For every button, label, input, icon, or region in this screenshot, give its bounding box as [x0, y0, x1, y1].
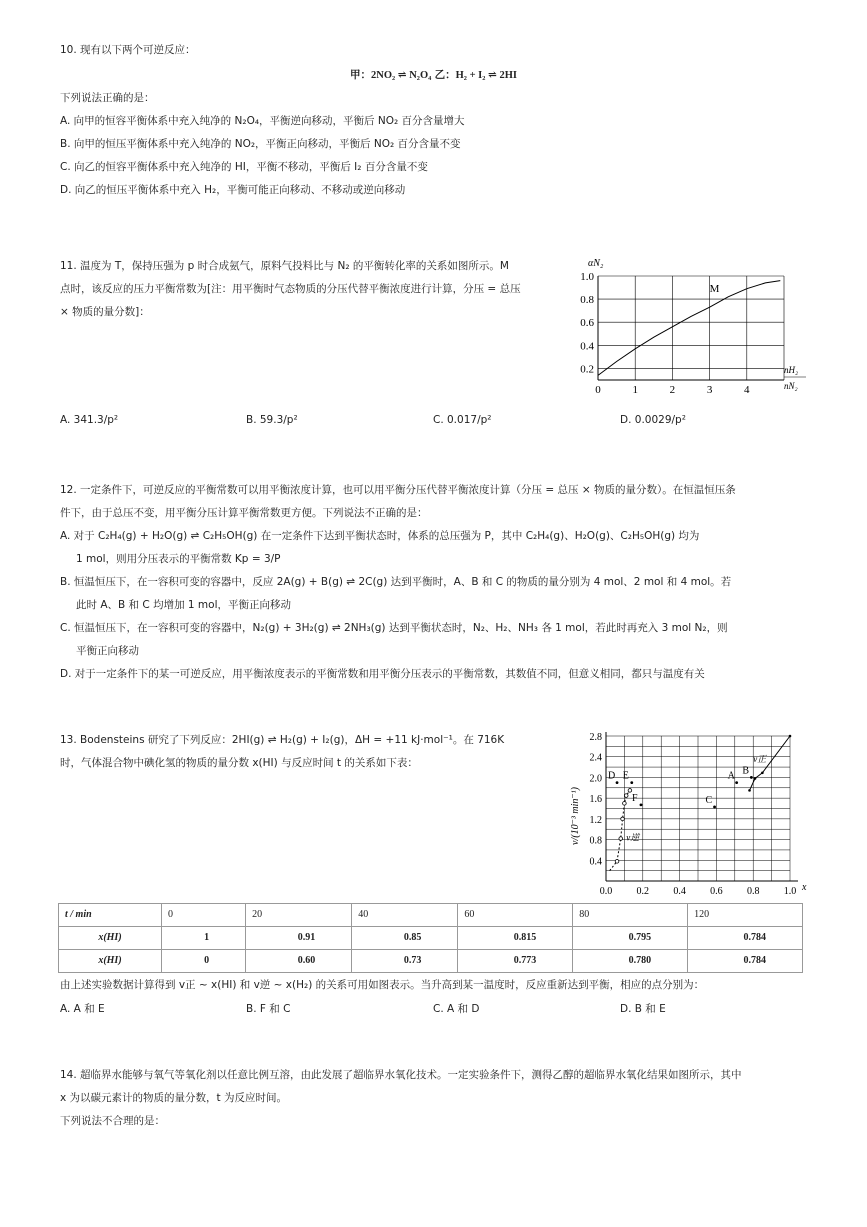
table-cell: 0.773 [458, 950, 573, 973]
v-reverse-point [623, 802, 627, 806]
table-cell: 0.784 [688, 927, 803, 950]
table-row [59, 950, 803, 973]
table-header-cell: 60 [458, 904, 573, 927]
q12-option-d[interactable]: D. 对于一定条件下的某一可逆反应，用平衡浓度表示的平衡常数和用平衡分压表示的平衡常数，其数值不同，但意义相同，都只与温度有关 [60, 668, 705, 680]
x-tick-label: 3 [706, 384, 713, 396]
q11-stem-line3: × 物质的量分数]： [60, 306, 150, 318]
v-reverse-point [624, 794, 628, 798]
q10-option-a[interactable]: A. 向甲的恒容平衡体系中充入纯净的 N₂O₄，平衡逆向移动，平衡后 NO₂ 百分含量增大 [60, 115, 465, 127]
table-row [59, 904, 803, 927]
y-tick-label: 0.8 [589, 835, 602, 847]
y-tick-label: 0.2 [580, 363, 594, 376]
q10-option-d[interactable]: D. 向乙的恒压平衡体系中充入 H₂，平衡可能正向移动、不移动或逆向移动 [60, 184, 406, 196]
q13-option-a[interactable]: A. A 和 E [60, 1003, 105, 1015]
q11-chart [562, 252, 812, 402]
y-tick-label: 1.0 [580, 271, 594, 283]
table-header-cell: 120 [688, 904, 803, 927]
q13-data-table [58, 903, 803, 973]
q13-stem-line2: 时，气体混合物中碘化氢的物质的量分数 x(HI) 与反应时间 t 的关系如下表： [60, 757, 418, 769]
q14-stem-line2: x 为以碳元素计的物质的量分数，t 为反应时间。 [60, 1092, 288, 1104]
v-forward-point [761, 771, 764, 774]
table-header-t: t / min [59, 904, 162, 927]
q10-reaction-yi: 乙：H₂ + I₂ ⇌ 2HI [434, 70, 517, 81]
q12-option-a-line2[interactable]: 1 mol，则用分压表示的平衡常数 Kp = 3/P [76, 553, 281, 565]
point-label: B [742, 765, 750, 777]
x-tick-label: 0.4 [673, 886, 686, 897]
q12-option-c-line2[interactable]: 平衡正向移动 [76, 645, 139, 657]
table-cell: 0.795 [573, 927, 688, 950]
q13-v-reverse-line [610, 790, 630, 870]
q12-option-b-line1[interactable]: B. 恒温恒压下，在一容积可变的容器中，反应 2A(g) + B(g) ⇌ 2C(g) 达到平衡时，A、B 和 C 的物质的量分别为 4 mol、2 mol 和 4 mol。若 [60, 576, 732, 588]
x-tick-label: 0.2 [636, 886, 650, 897]
q10-option-c[interactable]: C. 向乙的恒容平衡体系中充入纯净的 HI，平衡不移动，平衡后 I₂ 百分含量不变 [60, 161, 428, 173]
v-forward-point [754, 777, 757, 780]
v-forward-point [789, 735, 792, 738]
v-reverse-point [619, 837, 623, 841]
q11-option-c[interactable]: C. 0.017/p² [433, 414, 492, 426]
table-cell: 0.85 [352, 927, 458, 950]
q10-stem: 10. 现有以下两个可逆反应： [60, 44, 196, 56]
y-tick-label: 0.4 [580, 340, 594, 353]
y-tick-label: 2.8 [589, 732, 602, 743]
q10-reaction-jia: 甲：2NO₂ ⇌ N₂O₄ [350, 70, 432, 81]
table-cell: 1 [162, 927, 246, 950]
q13-option-d[interactable]: D. B 和 E [620, 1003, 666, 1015]
labeled-point [616, 781, 619, 784]
v-reverse-point [628, 789, 632, 793]
x-tick-label: 2 [669, 384, 676, 396]
q11-option-d[interactable]: D. 0.0029/p² [620, 414, 686, 426]
table-cell: 0.91 [246, 927, 352, 950]
q10-prompt: 下列说法正确的是： [60, 92, 155, 104]
q11-option-b[interactable]: B. 59.3/p² [246, 414, 298, 426]
labeled-point [750, 776, 753, 779]
q11-option-a[interactable]: A. 341.3/p² [60, 414, 119, 426]
table-cell: 0.815 [458, 927, 573, 950]
q13-v-forward-label: v正 [753, 753, 767, 764]
y-tick-label: 0.4 [589, 856, 602, 868]
q14-stem-line1: 14. 超临界水能够与氧气等氧化剂以任意比例互溶，由此发展了超临界水氧化技术。一定实验条件下，测得乙醇的超临界水氧化结果如图所示，其中 [60, 1069, 742, 1081]
labeled-point [713, 806, 716, 809]
v-reverse-point [615, 860, 619, 864]
labeled-point [640, 803, 643, 806]
q12-option-b-line2[interactable]: 此时 A、B 和 C 均增加 1 mol，平衡正向移动 [76, 599, 291, 611]
y-tick-label: 1.2 [589, 814, 602, 826]
table-header-cell: 20 [246, 904, 352, 927]
y-tick-label: 2.0 [589, 773, 602, 785]
q12-option-c-line1[interactable]: C. 恒温恒压下，在一容积可变的容器中，N₂(g) + 3H₂(g) ⇌ 2NH₃(g) 达到平衡状态时，N₂、H₂、NH₃ 各 1 mol，若此时再充入 3 mol N₂，则 [60, 622, 728, 634]
q11-xlabel-num: nH₂ [784, 365, 799, 375]
labeled-point [630, 781, 633, 784]
q11-ylabel: αN₂ [588, 258, 604, 269]
q13-stem-line1: 13. Bodensteins 研究了下列反应：2HI(g) ⇌ H₂(g) + I₂(g)，ΔH = +11 kJ·mol⁻¹。在 716K [60, 734, 505, 746]
x-tick-label: 1.0 [783, 886, 797, 897]
table-cell: 0.73 [352, 950, 458, 973]
x-tick-label: 0 [595, 384, 601, 396]
q11-xlabel-den: nN₂ [784, 381, 798, 391]
point-label: D [608, 770, 616, 782]
q10-option-b[interactable]: B. 向甲的恒压平衡体系中充入纯净的 NO₂，平衡正向移动，平衡后 NO₂ 百分含量不变 [60, 138, 461, 150]
q13-v-reverse-label: v逆 [626, 832, 640, 843]
labeled-point [735, 781, 738, 784]
q12-stem-line1: 12. 一定条件下，可逆反应的平衡常数可以用平衡浓度计算，也可以用平衡分压代替平衡浓度计算（分压 = 总压 × 物质的量分数）。在恒温恒压条 [60, 484, 736, 496]
q11-point-label: M [709, 283, 720, 296]
q11-curve [598, 281, 780, 376]
q12-option-a-line1[interactable]: A. 对于 C₂H₄(g) + H₂O(g) ⇌ C₂H₅OH(g) 在一定条件下达到平衡状态时，体系的总压强为 P，其中 C₂H₄(g)、H₂O(g)、C₂H₅OH(g) 均为 [60, 530, 700, 542]
q13-option-c[interactable]: C. A 和 D [433, 1003, 480, 1015]
q13-ylabel: v/(10⁻³ min⁻¹) [570, 787, 581, 845]
point-label: E [622, 770, 629, 782]
point-label: F [631, 792, 638, 804]
table-cell: 0 [162, 950, 246, 973]
v-reverse-point [621, 817, 625, 821]
x-tick-label: 4 [744, 384, 750, 396]
table-header-cell: 40 [352, 904, 458, 927]
table-header-cell: 80 [573, 904, 688, 927]
y-tick-label: 0.8 [580, 294, 594, 307]
table-row [59, 927, 803, 950]
q12-stem-line2: 件下，由于总压不变，用平衡分压计算平衡常数更方便。下列说法不正确的是： [60, 507, 428, 519]
q11-stem-line2: 点时，该反应的压力平衡常数为[注：用平衡时气态物质的分压代替平衡浓度进行计算，分压 = 总压 [60, 283, 521, 295]
q13-chart [562, 726, 812, 898]
q14-prompt: 下列说法不合理的是： [60, 1115, 165, 1127]
q13-xlabel: x [802, 882, 807, 893]
y-tick-label: 0.6 [580, 317, 594, 330]
y-tick-label: 1.6 [589, 794, 602, 806]
x-tick-label: 0.6 [710, 886, 723, 897]
table-cell: 0.780 [573, 950, 688, 973]
q13-option-b[interactable]: B. F 和 C [246, 1003, 291, 1015]
v-forward-point [748, 789, 751, 792]
table-header-cell: 0 [162, 904, 246, 927]
table-cell: 0.60 [246, 950, 352, 973]
table-row-label: x(HI) [59, 927, 162, 950]
table-cell: 0.784 [688, 950, 803, 973]
point-label: A [727, 770, 735, 782]
x-tick-label: 0.0 [599, 886, 613, 897]
x-tick-label: 1 [632, 384, 638, 396]
table-row-label: x(HI) [59, 950, 162, 973]
q11-stem-line1: 11. 温度为 T，保持压强为 p 时合成氨气，原料气投料比与 N₂ 的平衡转化率的关系如图所示。M [60, 260, 509, 272]
x-tick-label: 0.8 [746, 886, 760, 897]
q10-reactions [0, 68, 867, 83]
point-label: C [705, 794, 713, 806]
y-tick-label: 2.4 [589, 752, 602, 764]
q13-after-text: 由上述实验数据计算得到 v正 ~ x(HI) 和 v逆 ~ x(H₂) 的关系可用如图表示。当升高到某一温度时，反应重新达到平衡，相应的点分别为： [60, 979, 705, 991]
